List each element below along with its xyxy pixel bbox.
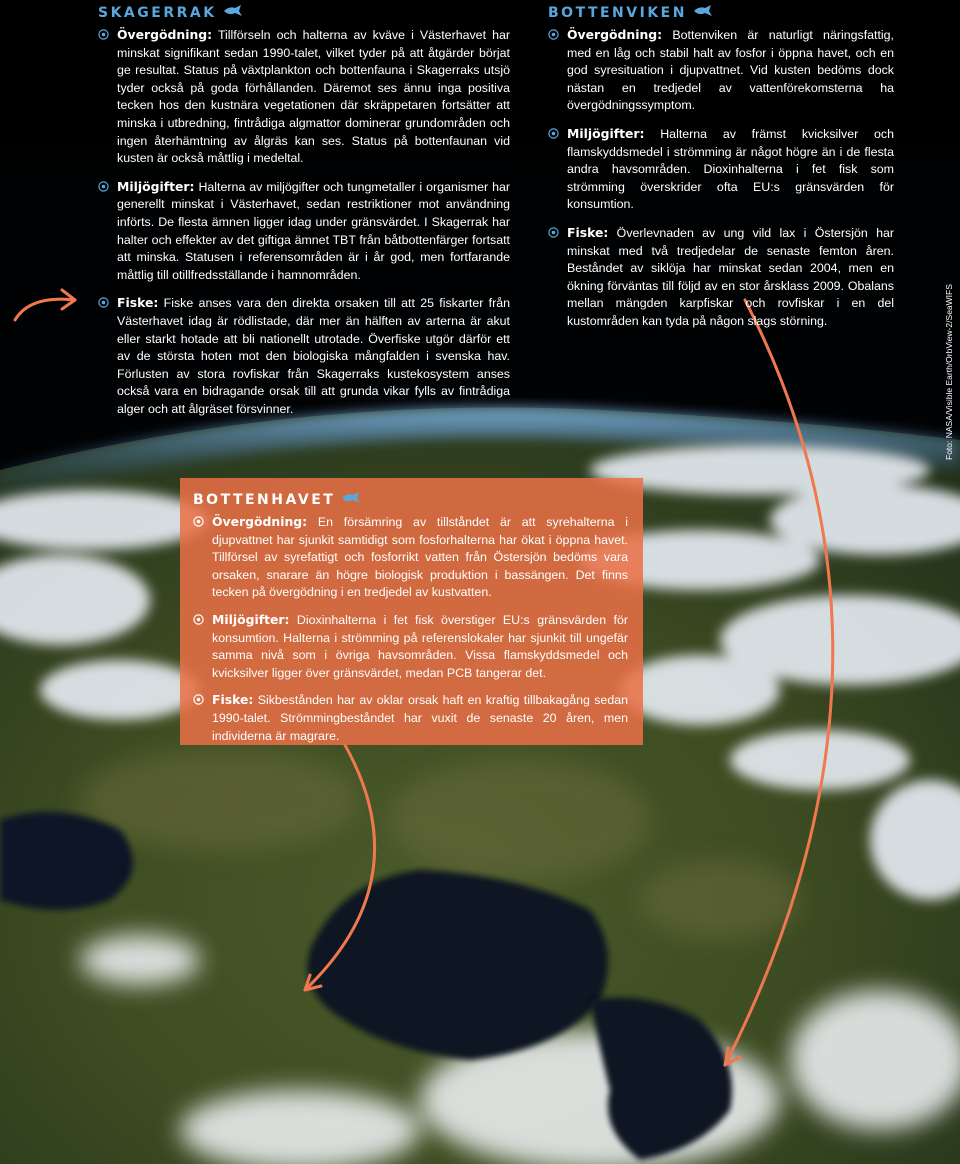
bottenviken-item-overgodning bbox=[548, 26, 894, 115]
skagerrak-item-fiske bbox=[98, 294, 510, 418]
skagerrak-item-miljogifter bbox=[98, 178, 510, 285]
bottenviken-heading bbox=[548, 5, 894, 21]
bottenhavet-item-miljogifter bbox=[193, 611, 628, 682]
item-text: Dioxinhalterna i fet fisk överstiger EU:s gränsvärden för konsumtion. Halterna i strömming på referenslokaler har sjunkit till ungefär samma nivå som i övriga havsområden. Vissa flamskyddsmedel och kvicksilver ligger över gränsvärdet, medan PCB tangerar det. bbox=[212, 612, 628, 680]
item-text: Halterna av främst kvicksilver och flamskyddsmedel i strömming är något högre än i de flesta andra havsområden. Dioxinhalterna i fet fisk som strömming överskrider ofta EU:s gränsvärden för konsumtion. bbox=[567, 126, 894, 212]
item-text: En försämring av tillståndet är att syrehalterna i djupvattnet har sjunkit samtidigt som fosforhalterna har ökat i öppna havet. Tillförsel av syrefattigt och fosforrikt vatten från Östersjön bedöms vara orsaken, snarare än högre biologisk produktion i bassängen. Det finns tecken på övergödning i en tredjedel av kustvatten. bbox=[212, 515, 628, 600]
skagerrak-heading bbox=[98, 5, 510, 21]
item-label: Miljögifter: bbox=[117, 178, 195, 194]
bullet-icon bbox=[98, 29, 109, 40]
bullet-icon bbox=[548, 128, 559, 139]
bottenviken-title: BOTTENVIKEN bbox=[548, 5, 687, 21]
bottenviken-item-miljogifter bbox=[548, 125, 894, 214]
item-label: Övergödning: bbox=[117, 27, 213, 42]
item-text: Fiske anses vara den direkta orsaken till att 25 fiskarter från Västerhavet idag är rödlistade, där mer än hälften av arterna är akut eller starkt hotade att bli nationellt utrotade. Överfiske utgör därför ett av de största hoten mot den biologiska mångfalden i svenska hav. Förlusten av stora rovfiskar från Skagerraks kustekosystem anses också vara en bidragande orsak till att grunda vikar fylls av fintrådiga alger och att ålgräset försvinner. bbox=[117, 296, 510, 416]
bottenhavet-title: BOTTENHAVET bbox=[193, 492, 336, 508]
skagerrak-title: SKAGERRAK bbox=[98, 5, 217, 21]
fish-icon bbox=[693, 5, 713, 21]
bottenhavet-section bbox=[193, 492, 628, 754]
bullet-icon bbox=[193, 614, 204, 625]
item-label: Fiske: bbox=[567, 224, 609, 240]
item-text: Bottenviken är naturligt näringsfattig, med en låg och stabil halt av fosfor i öppna havet, och en god syresituation i djupvattnet. Vid kusten bedöms dock nästan en tredjedel av vattenförekomsterna ha övergödningssymptom. bbox=[567, 28, 894, 113]
fish-icon bbox=[223, 5, 243, 21]
item-text: Tillförseln och halterna av kväve i Västerhavet har minskat signifikant sedan 1990-talet, vilket tyder på att åtgärder börjat ge resultat. Status på växtplankton och bottenfauna i Skagerraks utsjö tyder också på goda förhållanden. Däremot ses ännu inga positiva tecken hos den kustnära vegetationen där skräppetaren fortsätter att minska i utbredning, fintrådiga algmattor dominerar grundområden och ingen återhämtning av ålgräs kan ses. Status på bottenfaunan vid kusten är också måttlig i medeltal. bbox=[117, 28, 510, 166]
item-label: Fiske: bbox=[117, 295, 159, 311]
bottenhavet-item-overgodning bbox=[193, 513, 628, 602]
skagerrak-item-overgodning bbox=[98, 26, 510, 168]
bottenhavet-item-fiske bbox=[193, 691, 628, 745]
bullet-icon bbox=[548, 227, 559, 238]
bullet-icon bbox=[98, 181, 109, 192]
bottenviken-section bbox=[548, 5, 894, 341]
item-text: Sikbestånden har av oklar orsak haft en kraftig tillbakagång sedan 1990-talet. Strömmingbeståndet har vuxit de senaste 20 åren, men individerna är magrare. bbox=[212, 693, 628, 743]
bottenhavet-heading bbox=[193, 492, 628, 508]
item-text: Halterna av miljögifter och tungmetaller i organismer har generellt minskat i Västerhavet, sedan restriktioner mot användning införts. De flesta ämnen ligger idag under gränsvärdet. I Skagerrak har halter och effekter av det giftiga ämnet TBT från båtbottenfärger fortsatt att minska. Statusen i referensområden är i år god, men fortfarande måttlig till otillfredsställande i hamnområden. bbox=[117, 179, 510, 282]
item-label: Miljögifter: bbox=[567, 125, 645, 141]
bullet-icon bbox=[548, 29, 559, 40]
item-label: Miljögifter: bbox=[212, 611, 290, 627]
bullet-icon bbox=[193, 694, 204, 705]
bullet-icon bbox=[193, 516, 204, 527]
item-text: Överlevnaden av ung vild lax i Östersjön har minskat med två tredjedelar de senaste femton åren. Beståndet av siklöja har minskat sedan 2004, men en ökning förväntas till följd av en stor årsklass 2009. Obalans mellan mängden karpfiskar och rovfiskar i en del kustområden kan tyda på någon slags störning. bbox=[567, 225, 894, 328]
bottenviken-item-fiske bbox=[548, 224, 894, 331]
skagerrak-section bbox=[98, 5, 510, 428]
bullet-icon bbox=[98, 297, 109, 308]
item-label: Fiske: bbox=[212, 692, 254, 708]
photo-credit: Foto: NASA/Visible Earth/OrbView-2/SeaWIFS bbox=[944, 284, 954, 460]
item-label: Övergödning: bbox=[567, 27, 663, 42]
item-label: Övergödning: bbox=[212, 514, 308, 529]
fish-icon bbox=[341, 492, 361, 508]
